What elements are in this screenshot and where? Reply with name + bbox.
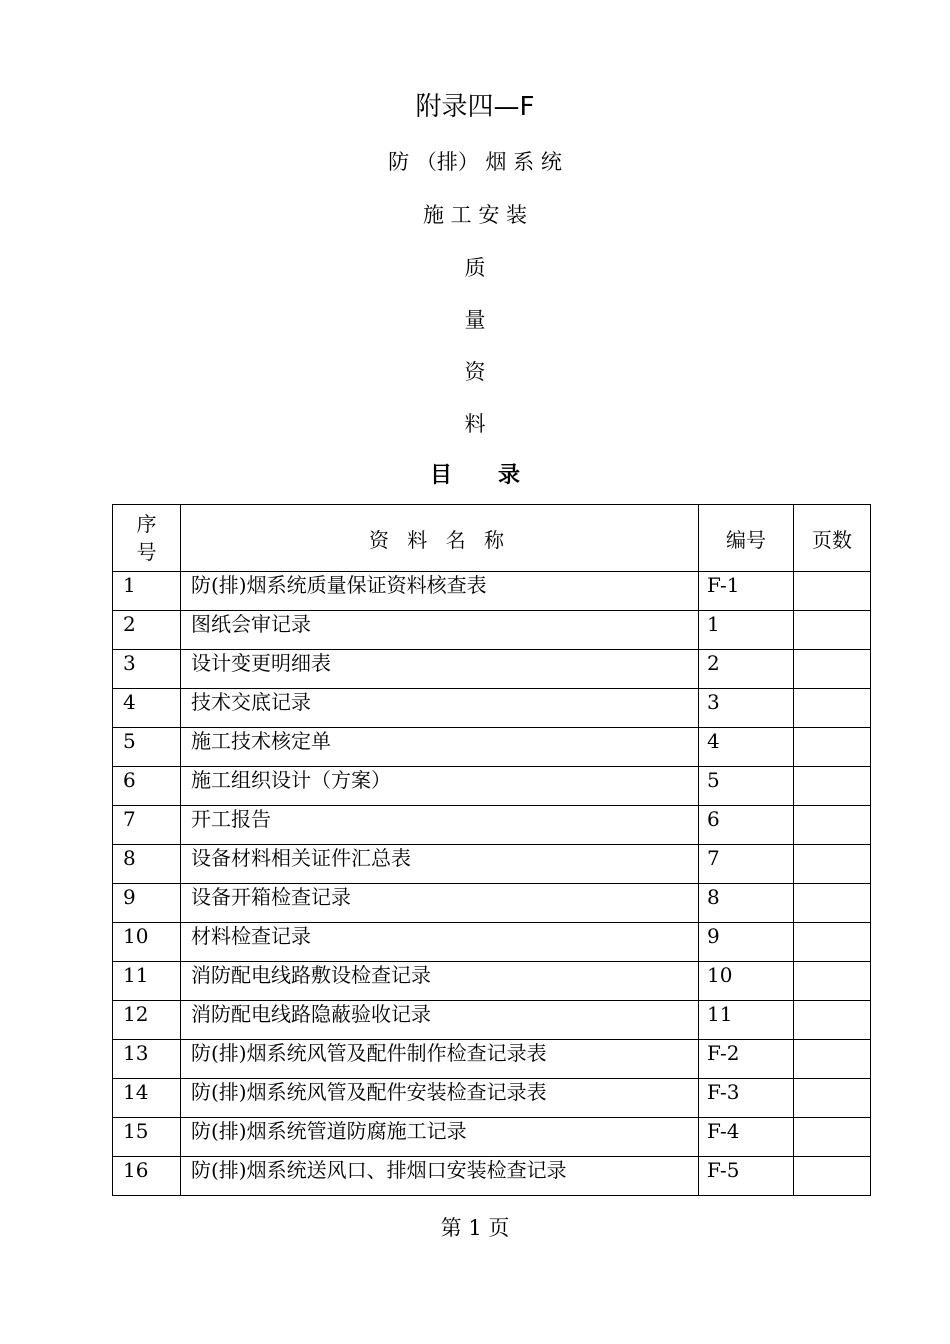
subtitle-system: 防 （排） 烟 系 统 — [388, 150, 562, 174]
table-row — [113, 962, 871, 1001]
row-name: 施工组织设计（方案） — [181, 767, 699, 806]
row-code: F-2 — [699, 1040, 794, 1079]
row-name: 图纸会审记录 — [181, 611, 699, 650]
row-code: F-4 — [699, 1118, 794, 1157]
table-row — [113, 884, 871, 923]
toc-header-row — [113, 505, 871, 572]
subtitle-char-material: 资 — [464, 360, 486, 384]
row-pages — [794, 806, 871, 845]
row-code: F-5 — [699, 1157, 794, 1196]
subtitle-installation: 施 工 安 装 — [422, 203, 528, 227]
row-seq: 15 — [113, 1118, 181, 1157]
row-pages — [794, 611, 871, 650]
row-seq: 12 — [113, 1001, 181, 1040]
col-header-code: 编号 — [699, 505, 794, 572]
col-header-seq-bottom: 号 — [136, 540, 157, 564]
row-pages — [794, 1040, 871, 1079]
row-name: 防(排)烟系统质量保证资料核查表 — [181, 572, 699, 611]
row-seq: 5 — [113, 728, 181, 767]
row-name: 设备开箱检查记录 — [181, 884, 699, 923]
row-seq: 3 — [113, 650, 181, 689]
row-code: F-1 — [699, 572, 794, 611]
row-seq: 10 — [113, 923, 181, 962]
row-code: 11 — [699, 1001, 794, 1040]
row-code: 4 — [699, 728, 794, 767]
row-code: 1 — [699, 611, 794, 650]
row-code: 9 — [699, 923, 794, 962]
row-pages — [794, 689, 871, 728]
row-name: 开工报告 — [181, 806, 699, 845]
table-row — [113, 1118, 871, 1157]
row-seq: 2 — [113, 611, 181, 650]
row-pages — [794, 572, 871, 611]
row-name: 防(排)烟系统送风口、排烟口安装检查记录 — [181, 1157, 699, 1196]
row-seq: 6 — [113, 767, 181, 806]
table-row — [113, 1001, 871, 1040]
row-pages — [794, 650, 871, 689]
row-seq: 14 — [113, 1079, 181, 1118]
row-code: 6 — [699, 806, 794, 845]
row-name: 防(排)烟系统风管及配件制作检查记录表 — [181, 1040, 699, 1079]
row-code: 2 — [699, 650, 794, 689]
table-row — [113, 611, 871, 650]
table-row — [113, 650, 871, 689]
row-seq: 11 — [113, 962, 181, 1001]
col-header-seq-top: 序 — [136, 512, 157, 536]
col-header-name: 资 料 名 称 — [181, 505, 699, 572]
row-name: 设计变更明细表 — [181, 650, 699, 689]
row-pages — [794, 962, 871, 1001]
row-name: 防(排)烟系统风管及配件安装检查记录表 — [181, 1079, 699, 1118]
subtitle-char-quality: 质 — [464, 256, 486, 280]
row-seq: 4 — [113, 689, 181, 728]
toc-table — [112, 504, 871, 1196]
row-name: 消防配电线路隐蔽验收记录 — [181, 1001, 699, 1040]
row-seq: 16 — [113, 1157, 181, 1196]
row-seq: 9 — [113, 884, 181, 923]
toc-title: 目 录 — [430, 462, 520, 488]
row-pages — [794, 923, 871, 962]
row-pages — [794, 845, 871, 884]
row-seq: 8 — [113, 845, 181, 884]
row-pages — [794, 1118, 871, 1157]
row-code: 10 — [699, 962, 794, 1001]
row-pages — [794, 884, 871, 923]
row-code: F-3 — [699, 1079, 794, 1118]
subtitle-char-amount: 量 — [464, 308, 486, 332]
row-name: 消防配电线路敷设检查记录 — [181, 962, 699, 1001]
table-row — [113, 572, 871, 611]
appendix-title: 附录四—F — [415, 92, 535, 122]
row-seq: 13 — [113, 1040, 181, 1079]
row-pages — [794, 1079, 871, 1118]
subtitle-char-data: 料 — [464, 412, 486, 436]
row-name: 设备材料相关证件汇总表 — [181, 845, 699, 884]
row-pages — [794, 728, 871, 767]
table-row — [113, 689, 871, 728]
table-row — [113, 845, 871, 884]
row-pages — [794, 1001, 871, 1040]
row-seq: 1 — [113, 572, 181, 611]
row-pages — [794, 1157, 871, 1196]
row-pages — [794, 767, 871, 806]
row-name: 防(排)烟系统管道防腐施工记录 — [181, 1118, 699, 1157]
table-row — [113, 767, 871, 806]
page-number: 第 1 页 — [440, 1216, 510, 1240]
table-row — [113, 728, 871, 767]
table-row — [113, 806, 871, 845]
row-seq: 7 — [113, 806, 181, 845]
table-row — [113, 1040, 871, 1079]
table-row — [113, 1157, 871, 1196]
row-code: 3 — [699, 689, 794, 728]
table-row — [113, 923, 871, 962]
row-code: 8 — [699, 884, 794, 923]
row-name: 材料检查记录 — [181, 923, 699, 962]
row-name: 技术交底记录 — [181, 689, 699, 728]
table-row — [113, 1079, 871, 1118]
row-code: 7 — [699, 845, 794, 884]
row-code: 5 — [699, 767, 794, 806]
col-header-pages: 页数 — [794, 505, 871, 572]
col-header-seq — [113, 505, 181, 572]
row-name: 施工技术核定单 — [181, 728, 699, 767]
